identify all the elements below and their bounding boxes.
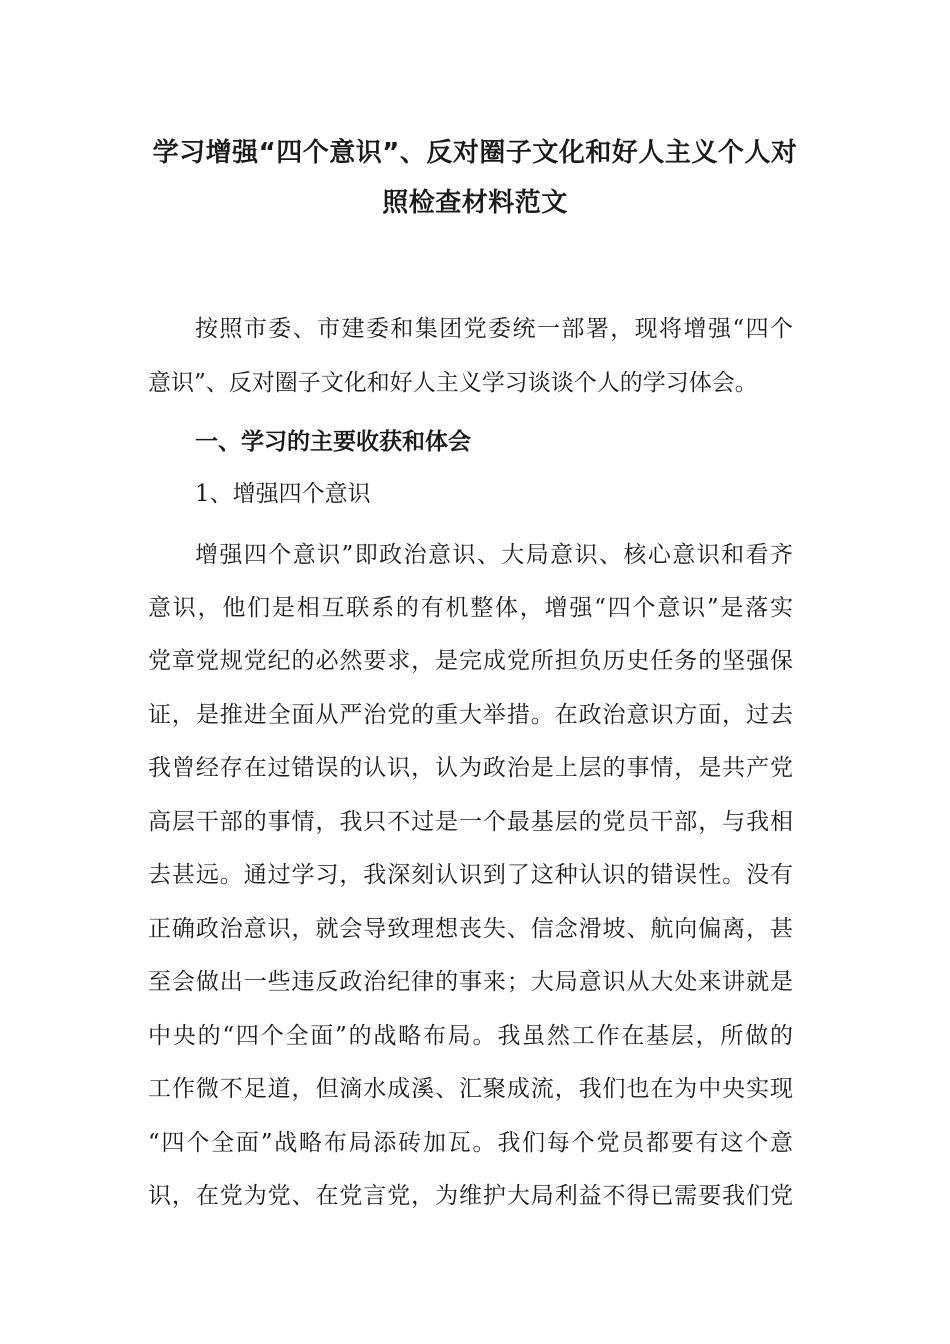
document-title-line-1: 学习增强“四个意识”、反对圈子文化和好人主义个人对 <box>152 138 798 168</box>
body-paragraph-line: 证，是推进全面从严治党的重大举措。在政治意识方面，过去 <box>148 702 793 728</box>
body-paragraph-line: 高层干部的事情，我只不过是一个最基层的党员干部，与我相 <box>148 809 793 835</box>
intro-paragraph-line: 按照市委、市建委和集团党委统一部署，现将增强“四个 <box>195 316 793 342</box>
body-paragraph-line: 中央的“四个全面”的战略布局。我虽然工作在基层，所做的 <box>148 1023 793 1049</box>
section-heading: 一、学习的主要收获和体会 <box>195 429 471 455</box>
body-paragraph-line: 识，在党为党、在党言党，为维护大局利益不得已需要我们党 <box>148 1183 793 1209</box>
intro-paragraph-line: 意识”、反对圈子文化和好人主义学习谈谈个人的学习体会。 <box>148 370 758 396</box>
body-paragraph-line: 至会做出一些违反政治纪律的事来；大局意识从大处来讲就是 <box>148 969 793 995</box>
body-paragraph-line: 工作微不足道，但滴水成溪、汇聚成流，我们也在为中央实现 <box>148 1076 793 1102</box>
body-paragraph-line: 正确政治意识，就会导致理想丧失、信念滑坡、航向偏离，甚 <box>148 916 793 942</box>
body-paragraph-line: 增强四个意识”即政治意识、大局意识、核心意识和看齐 <box>195 542 793 568</box>
body-paragraph-line: 意识，他们是相互联系的有机整体，增强“四个意识”是落实 <box>148 595 793 621</box>
body-paragraph-line: 我曾经存在过错误的认识，认为政治是上层的事情，是共产党 <box>148 755 793 781</box>
body-paragraph-line: “四个全面”战略布局添砖加瓦。我们每个党员都要有这个意 <box>148 1130 793 1156</box>
document-title-line-2: 照检查材料范文 <box>382 188 568 218</box>
subsection-heading: 1、增强四个意识 <box>195 481 371 507</box>
body-paragraph-line: 党章党规党纪的必然要求，是完成党所担负历史任务的坚强保 <box>148 648 793 674</box>
body-paragraph-line: 去甚远。通过学习，我深刻认识到了这种认识的错误性。没有 <box>148 862 793 888</box>
